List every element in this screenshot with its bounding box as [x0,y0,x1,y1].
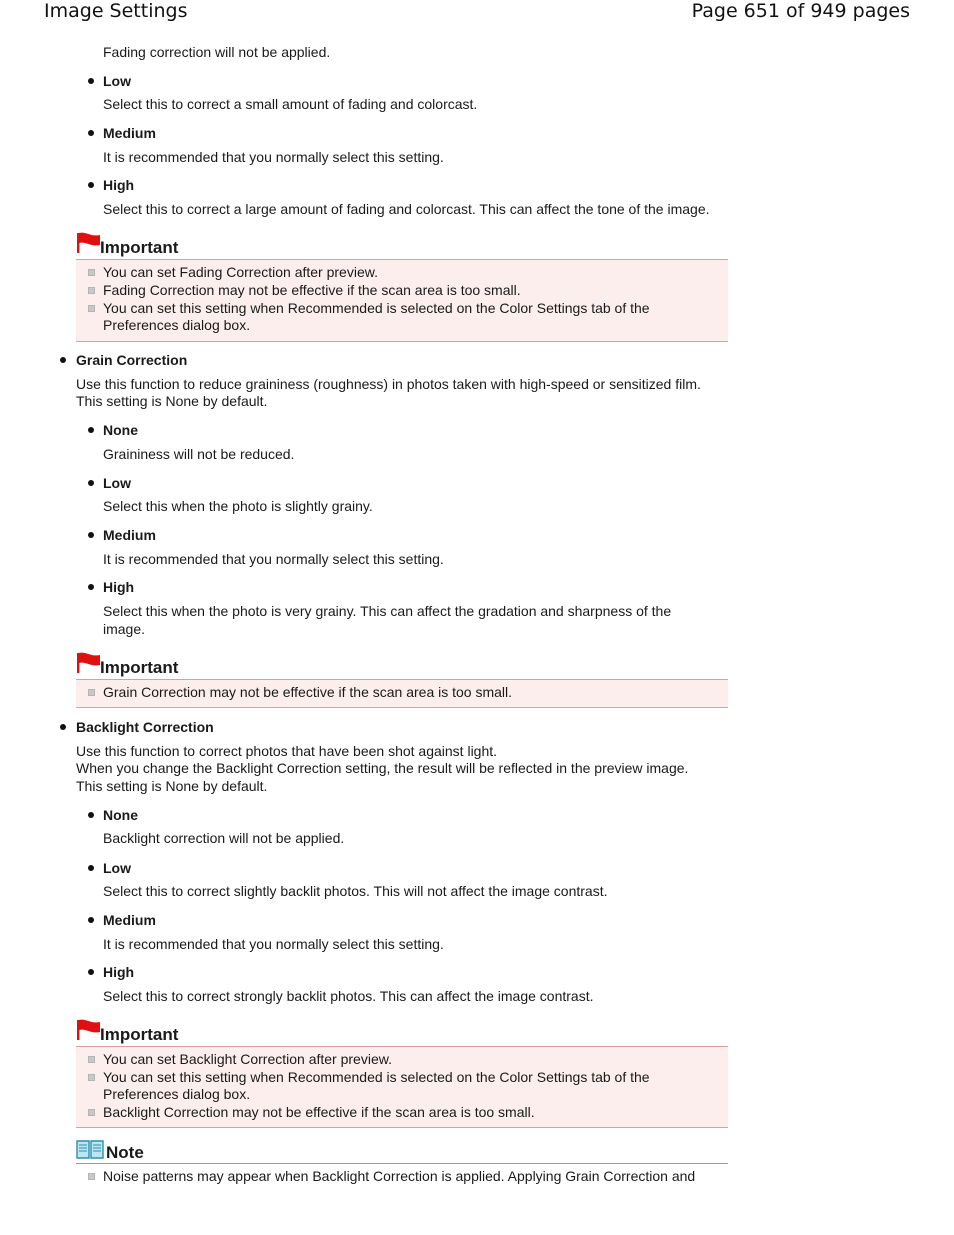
important-item: Backlight Correction may not be effective if the scan area is too small. [103,1104,535,1120]
important-item: You can set this setting when Recommended is selected on the Color Settings tab of the [103,300,650,316]
backlight-default: This setting is None by default. [76,778,268,794]
grain-high-desc: Select this when the photo is very grainy. This can affect the gradation and sharpness of the [103,603,672,619]
note-item: Noise patterns may appear when Backlight Correction is applied. Applying Grain Correction and [103,1168,696,1184]
backlight-high-label: High [103,964,135,980]
backlight-desc-2: When you change the Backlight Correction setting, the result will be reflected in the preview image. [76,760,689,776]
bullet-icon [88,865,94,871]
important-flag-icon [76,652,102,674]
backlight-none-label: None [103,807,138,823]
grain-default: This setting is None by default. [76,393,268,409]
important-heading: Important [100,658,179,677]
note-heading: Note [106,1143,144,1162]
bullet-icon [60,357,66,363]
important-heading: Important [100,238,179,257]
square-bullet-icon [88,689,95,696]
grain-medium-label: Medium [103,527,156,543]
fading-medium-label: Medium [103,125,156,141]
bullet-icon [88,78,94,84]
note-divider [76,1163,728,1164]
important-flag-icon [76,232,102,254]
fading-low-desc: Select this to correct a small amount of fading and colorcast. [103,96,478,112]
bullet-icon [88,584,94,590]
square-bullet-icon [88,305,95,312]
square-bullet-icon [88,1056,95,1063]
fading-low-label: Low [103,73,131,89]
backlight-title: Backlight Correction [76,719,214,735]
backlight-medium-label: Medium [103,912,156,928]
grain-title: Grain Correction [76,352,188,368]
square-bullet-icon [88,1173,95,1180]
bullet-icon [60,724,66,730]
important-flag-icon [76,1019,102,1041]
fading-medium-desc: It is recommended that you normally select this setting. [103,149,444,165]
fading-high-label: High [103,177,135,193]
bullet-icon [88,480,94,486]
square-bullet-icon [88,1109,95,1116]
important-item: You can set this setting when Recommended is selected on the Color Settings tab of the [103,1069,650,1085]
important-item: Grain Correction may not be effective if the scan area is too small. [103,684,513,700]
backlight-desc: Use this function to correct photos that have been shot against light. [76,743,498,759]
backlight-low-desc: Select this to correct slightly backlit photos. This will not affect the image contrast. [103,883,608,899]
backlight-high-desc: Select this to correct strongly backlit photos. This can affect the image contrast. [103,988,594,1004]
note-book-icon [76,1138,104,1160]
fading-high-desc: Select this to correct a large amount of fading and colorcast. This can affect the tone of the image. [103,201,710,217]
grain-high-label: High [103,579,135,595]
bullet-icon [88,532,94,538]
grain-high-desc-continued: image. [103,621,146,637]
important-item: Fading Correction may not be effective if the scan area is too small. [103,282,521,298]
bullet-icon [88,182,94,188]
important-item: You can set Fading Correction after preview. [103,264,378,280]
backlight-none-desc: Backlight correction will not be applied. [103,830,345,846]
page-number: Page 651 of 949 pages [691,0,910,22]
square-bullet-icon [88,1074,95,1081]
important-item-continued: Preferences dialog box. [103,317,251,333]
grain-none-label: None [103,422,138,438]
grain-low-desc: Select this when the photo is slightly grainy. [103,498,373,514]
important-item: You can set Backlight Correction after preview. [103,1051,392,1067]
grain-low-label: Low [103,475,131,491]
grain-desc: Use this function to reduce graininess (roughness) in photos taken with high-speed or sensitized film. [76,376,701,392]
bullet-icon [88,969,94,975]
bullet-icon [88,917,94,923]
bullet-icon [88,130,94,136]
document-title: Image Settings [44,0,188,22]
square-bullet-icon [88,269,95,276]
important-heading: Important [100,1025,179,1044]
important-item-continued: Preferences dialog box. [103,1086,251,1102]
grain-none-desc: Graininess will not be reduced. [103,446,295,462]
grain-medium-desc: It is recommended that you normally select this setting. [103,551,444,567]
bullet-icon [88,427,94,433]
bullet-icon [88,812,94,818]
backlight-low-label: Low [103,860,131,876]
backlight-medium-desc: It is recommended that you normally select this setting. [103,936,444,952]
square-bullet-icon [88,287,95,294]
fading-none-desc: Fading correction will not be applied. [103,44,331,60]
